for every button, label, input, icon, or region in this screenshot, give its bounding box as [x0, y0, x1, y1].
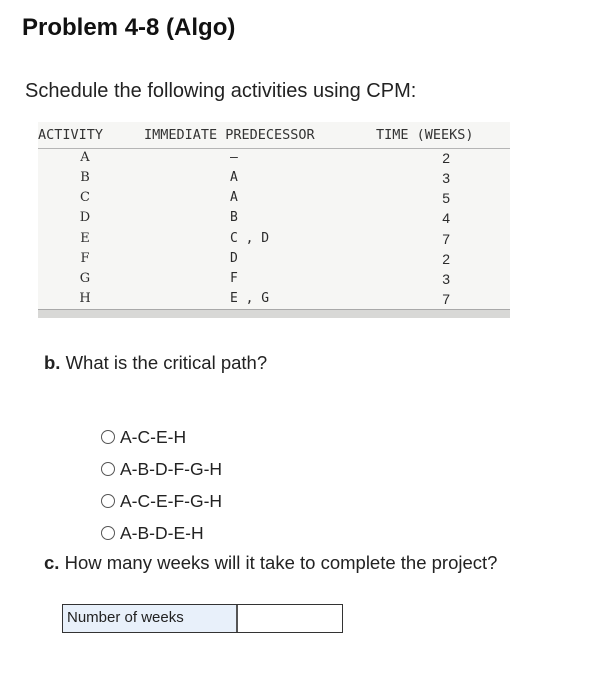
critical-path-option[interactable]: [101, 485, 222, 517]
cell-time: 4: [442, 210, 450, 226]
cell-predecessor: F: [230, 271, 238, 286]
critical-path-option[interactable]: [101, 517, 222, 549]
table-header: [38, 125, 510, 149]
radio-button-icon[interactable]: [101, 462, 115, 476]
cell-predecessor: A: [230, 170, 238, 185]
question-b: [44, 352, 267, 374]
critical-path-option[interactable]: [101, 421, 222, 453]
option-label: A-B-D-E-H: [120, 522, 204, 543]
cell-time: 7: [442, 231, 450, 247]
option-label: A-C-E-F-G-H: [120, 490, 223, 511]
cell-predecessor: —: [230, 150, 238, 165]
table-row: [38, 170, 510, 190]
question-c: [44, 552, 497, 574]
cell-time: 5: [442, 190, 450, 206]
activity-table: [38, 122, 510, 318]
radio-button-icon[interactable]: [101, 494, 115, 508]
header-predecessor: IMMEDIATE PREDECESSOR: [144, 127, 315, 143]
cell-predecessor: C , D: [230, 231, 270, 246]
question-c-text: How many weeks will it take to complete the project?: [64, 552, 498, 573]
weeks-input[interactable]: [238, 605, 342, 632]
problem-intro: Schedule the following activities using CPM:: [25, 80, 417, 102]
cell-time: 3: [442, 271, 450, 287]
table-row: [38, 291, 510, 311]
header-time: TIME (WEEKS): [376, 127, 474, 143]
question-b-text: What is the critical path?: [65, 352, 268, 373]
page-title: Problem 4-8 (Algo): [22, 14, 236, 41]
cell-time: 7: [442, 291, 450, 307]
table-row: [38, 251, 510, 271]
cell-activity: G: [79, 271, 91, 286]
question-c-prefix: c.: [44, 552, 60, 573]
cell-predecessor: D: [230, 251, 238, 266]
table-bottom-bar: [38, 309, 510, 318]
weeks-label: Number of weeks: [63, 605, 238, 632]
cell-predecessor: A: [230, 190, 238, 205]
option-label: A-C-E-H: [120, 426, 187, 447]
radio-button-icon[interactable]: [101, 526, 115, 540]
cell-activity: E: [80, 231, 90, 246]
option-label: A-B-D-F-G-H: [120, 458, 223, 479]
radio-button-icon[interactable]: [101, 430, 115, 444]
cell-activity: D: [79, 210, 91, 225]
cell-activity: B: [80, 170, 90, 185]
cell-activity: A: [80, 150, 90, 165]
cell-predecessor: E , G: [230, 291, 270, 306]
critical-path-options: [101, 421, 222, 549]
header-activity: ACTIVITY: [38, 127, 104, 143]
question-b-prefix: b.: [44, 352, 61, 373]
cell-time: 3: [442, 170, 450, 186]
cell-predecessor: B: [230, 210, 238, 225]
cell-activity: C: [80, 190, 90, 205]
critical-path-option[interactable]: [101, 453, 222, 485]
table-row: [38, 150, 510, 170]
table-row: [38, 210, 510, 230]
weeks-answer-box: [62, 604, 343, 633]
cell-activity: H: [79, 291, 91, 306]
table-row: [38, 231, 510, 251]
cell-time: 2: [442, 251, 450, 267]
table-row: [38, 190, 510, 210]
table-row: [38, 271, 510, 291]
cell-activity: F: [80, 251, 90, 266]
cell-time: 2: [442, 150, 450, 166]
